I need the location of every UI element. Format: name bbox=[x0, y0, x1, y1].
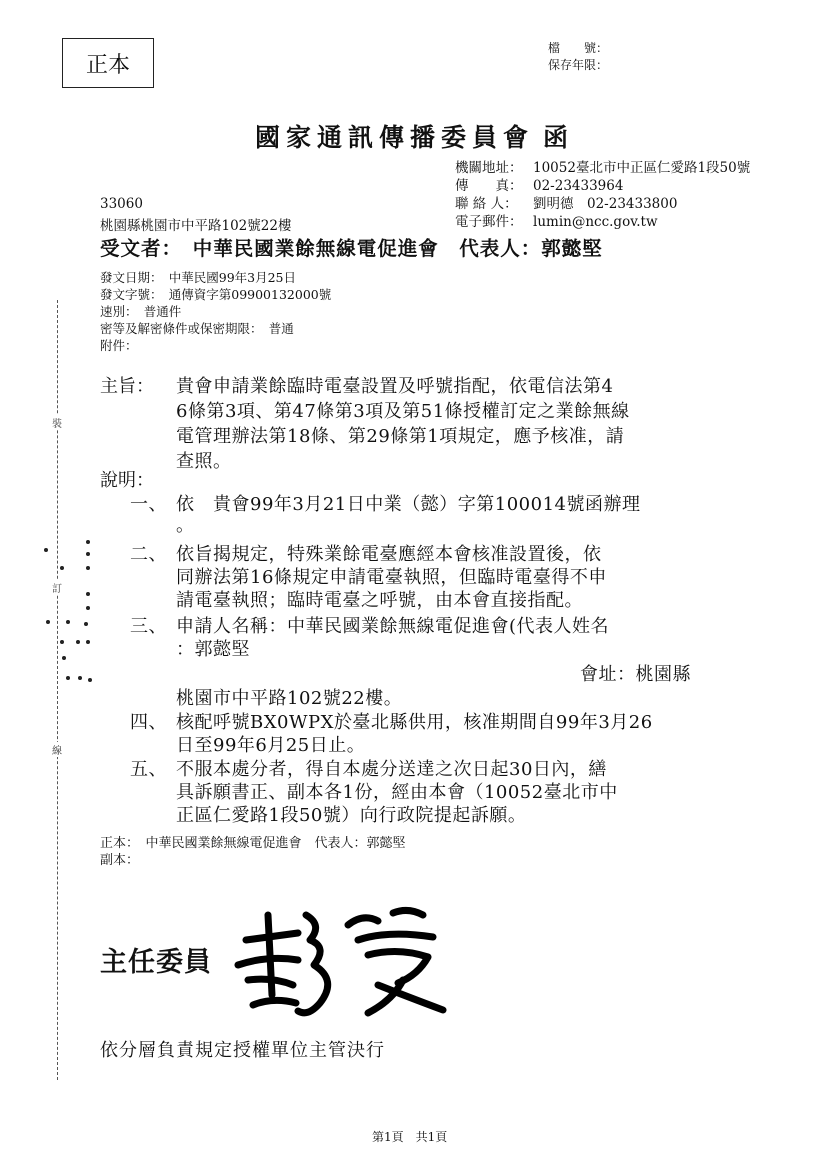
item-line: ：郭懿堅 bbox=[176, 639, 250, 660]
attachments: 附件： bbox=[100, 338, 138, 353]
file-number-label: 檔 號： bbox=[548, 41, 609, 55]
delivery-speed: 速別： 普通件 bbox=[100, 304, 182, 319]
retention-period-label: 保存年限： bbox=[548, 58, 609, 72]
binding-mark-middle: 訂 bbox=[52, 580, 62, 595]
item-line: 正區仁愛路1段50號）向行政院提起訴願。 bbox=[176, 805, 527, 826]
delegation-note: 依分層負責規定授權單位主管決行 bbox=[100, 1040, 385, 1061]
item-line: 請電臺執照；臨時電臺之呼號，由本會直接指配。 bbox=[176, 590, 583, 611]
document-number: 發文字號： 通傳資字第09900132000號 bbox=[100, 287, 332, 302]
contact-person: 聯 絡 人： 劉明德 02-23433800 bbox=[455, 196, 678, 212]
item-number: 四、 bbox=[130, 712, 167, 733]
item-line: 同辦法第16條規定申請電臺執照，但臨時電臺得不申 bbox=[176, 567, 607, 588]
binding-mark-top: 裝 bbox=[52, 415, 62, 430]
recipient-address: 桃園縣桃園市中平路102號22樓 bbox=[100, 218, 292, 234]
addressee: 受文者： 中華民國業餘無線電促進會 代表人：郭懿堅 bbox=[100, 237, 603, 260]
handwritten-signature bbox=[228, 885, 458, 1025]
contact-address: 機關地址： 10052臺北市中正區仁愛路1段50號 bbox=[455, 160, 751, 176]
item-line: 核配呼號BX0WPX於臺北縣供用，核准期間自99年3月26 bbox=[176, 712, 653, 733]
association-address-label: 會址：桃園縣 bbox=[580, 664, 691, 685]
document-type: 函 bbox=[543, 123, 569, 152]
signatory-title: 主任委員 bbox=[100, 947, 212, 978]
item-number: 一、 bbox=[130, 494, 167, 515]
contact-email: 電子郵件： lumin@ncc.gov.tw bbox=[455, 214, 658, 230]
item-line: 具訴願書正、副本各1份，經由本會（10052臺北市中 bbox=[176, 782, 618, 803]
copy-recipients: 副本： bbox=[100, 853, 140, 868]
original-copy-stamp: 正本 bbox=[62, 38, 154, 88]
contact-fax: 傳 真： 02-23433964 bbox=[455, 178, 624, 194]
item-line: 申請人名稱：中華民國業餘無線電促進會(代表人姓名 bbox=[176, 616, 610, 637]
confidentiality: 密等及解密條件或保密期限： 普通 bbox=[100, 321, 294, 336]
binding-mark-bottom: 線 bbox=[52, 742, 62, 757]
item-number: 三、 bbox=[130, 616, 167, 637]
item-number: 二、 bbox=[130, 544, 167, 565]
subject-line: 6條第3項、第47條第3項及第51條授權訂定之業餘無線 bbox=[176, 401, 630, 422]
issue-date: 發文日期： 中華民國99年3月25日 bbox=[100, 270, 297, 285]
archive-info bbox=[548, 40, 608, 74]
page-number: 第1頁 共1頁 bbox=[372, 1130, 448, 1144]
explanation-label: 說明： bbox=[100, 470, 154, 491]
subject-label: 主旨： bbox=[100, 376, 154, 397]
item-line: 。 bbox=[176, 515, 195, 536]
association-address: 桃園市中平路102號22樓。 bbox=[176, 688, 403, 709]
subject-line: 電管理辦法第18條、第29條第1項規定，應予核准，請 bbox=[176, 426, 625, 447]
agency-name: 國家通訊傳播委員會 bbox=[255, 123, 535, 152]
item-number: 五、 bbox=[130, 759, 167, 780]
item-line: 日至99年6月25日止。 bbox=[176, 735, 366, 756]
subject-line: 貴會申請業餘臨時電臺設置及呼號指配，依電信法第4 bbox=[176, 376, 614, 397]
item-line: 不服本處分者，得自本處分送達之次日起30日內，繕 bbox=[176, 759, 607, 780]
original-recipient: 正本： 中華民國業餘無線電促進會 代表人：郭懿堅 bbox=[100, 836, 406, 851]
subject-line: 查照。 bbox=[176, 451, 232, 472]
postal-code: 33060 bbox=[100, 196, 143, 212]
item-line: 依旨揭規定，特殊業餘電臺應經本會核准設置後，依 bbox=[176, 544, 602, 565]
item-line: 依 貴會99年3月21日中業（懿）字第100014號函辦理 bbox=[176, 494, 641, 515]
